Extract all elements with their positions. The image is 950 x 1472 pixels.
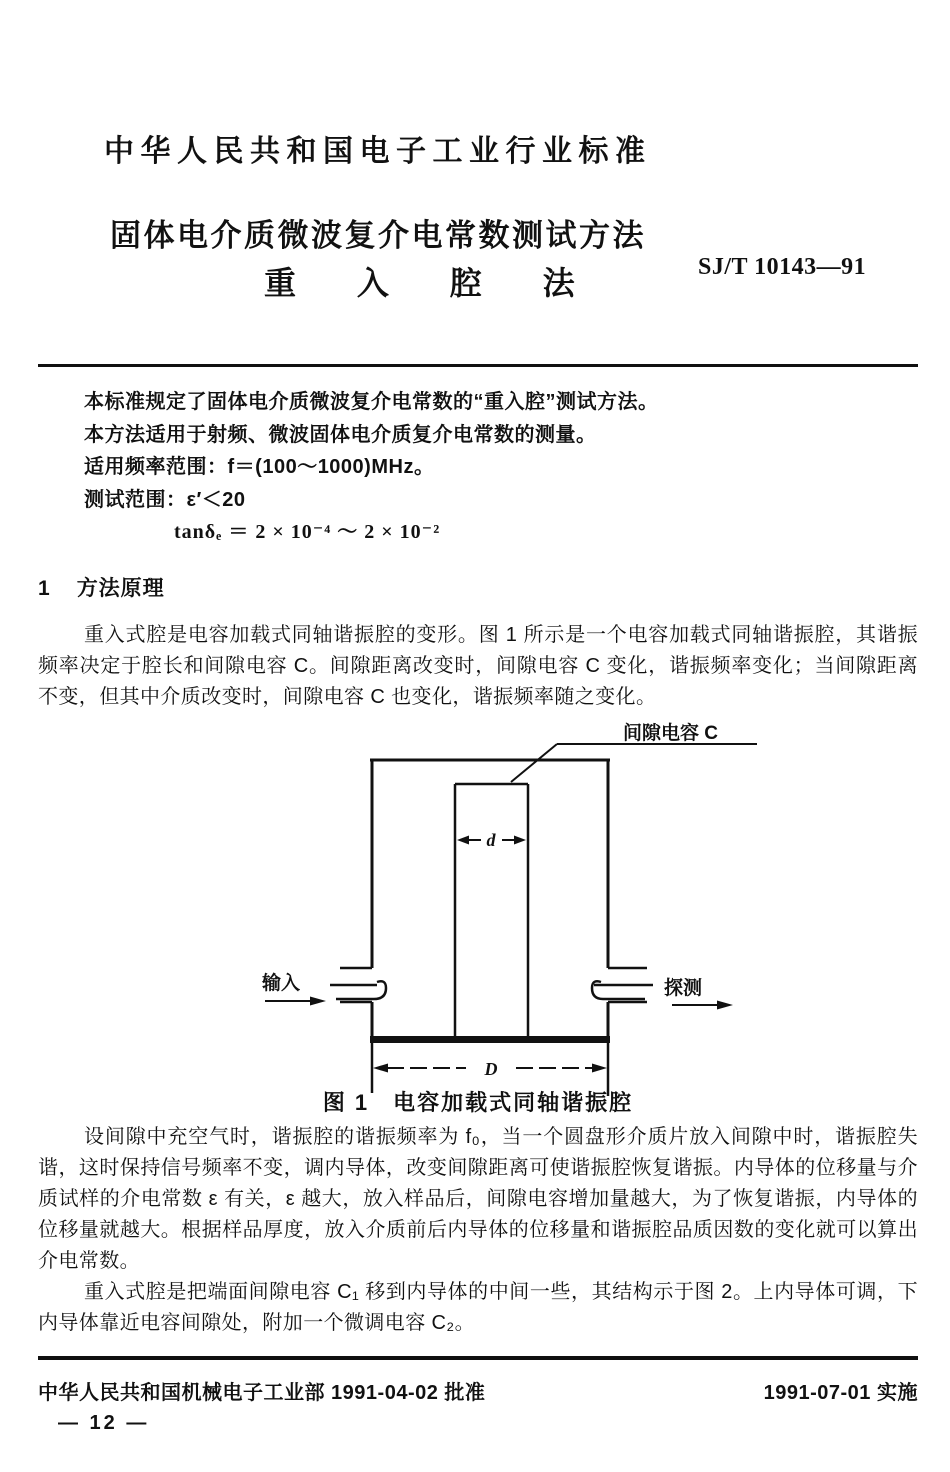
footer-row xyxy=(38,1376,918,1405)
standard-category-header: 中华人民共和国电子工业行业标准 xyxy=(104,135,652,168)
probe-label: 探测 xyxy=(664,978,703,999)
figure-1-cavity-diagram xyxy=(240,718,770,1118)
standard-title: 固体电介质微波复介电常数测试方法 xyxy=(110,218,646,253)
outer-diameter-label: D xyxy=(484,1059,498,1079)
input-label: 输入 xyxy=(262,973,301,994)
paragraph-3-text: 重入式腔是把端面间隙电容 C₁ 移到内导体的中间一些，其结构示于图 2。上内导体可调，下内导体靠近电容间隙处，附加一个微调电容 C₂。 xyxy=(38,1281,918,1334)
bottom-divider xyxy=(38,1356,918,1360)
outer-d-arrow-left xyxy=(373,1064,388,1073)
section-number: 1 xyxy=(38,577,50,600)
d-arrow-left xyxy=(457,836,469,845)
standard-subtitle: 重 入 腔 法 xyxy=(264,265,601,301)
input-arrow-head xyxy=(310,997,326,1006)
outer-d-arrow-right xyxy=(592,1064,607,1073)
top-divider xyxy=(38,364,918,367)
inner-diameter-label: d xyxy=(486,830,496,850)
paragraph-2-3-block xyxy=(38,1122,918,1339)
scope-line: 本方法适用于射频、微波固体电介质复介电常数的测量。 xyxy=(84,423,597,446)
implementation-date: 1991-07-01 实施 xyxy=(763,1382,918,1404)
figure-1-caption: 图 1 电容加载式同轴谐振腔 xyxy=(322,1090,634,1115)
section-title: 方法原理 xyxy=(76,577,165,600)
paragraph-1 xyxy=(38,620,918,713)
scope-line: 测试范围：ε′＜20 xyxy=(84,488,246,511)
standard-number: SJ/T 10143—91 xyxy=(698,254,867,280)
paragraph-1-text: 重入式腔是电容加载式同轴谐振腔的变形。图 1 所示是一个电容加载式同轴谐振腔，其谐振频率决定于腔长和间隙电容 C。间隙距离改变时，间隙电容 C 变化，谐振频率变化；当间隙距离不变，但其中介质改变时，间隙电容 C 也变化，谐振频率随之变化。 xyxy=(38,624,918,708)
paragraph-2-text: 设间隙中充空气时，谐振腔的谐振频率为 f₀，当一个圆盘形介质片放入间隙中时，谐振腔失谐，这时保持信号频率不变，调内导体，改变间隙距离可使谐振腔恢复谐振。内导体的位移量与介质试样的介电常数 ε 有关，ε 越大，放入样品后，间隙电容增加量越大，为了恢复谐振，内导体的位移量就越大。根据样品厚度，放入介质前后内导体的位移量和谐振腔品质因数的变化就可以算出介电常数。 xyxy=(38,1126,918,1272)
scope-line: 本标准规定了固体电介质微波复介电常数的“重入腔”测试方法。 xyxy=(84,391,659,413)
scope-line: 适用频率范围：f＝(100～1000)MHz。 xyxy=(84,456,435,478)
leader-diagonal xyxy=(511,744,557,782)
probe-arrow-head xyxy=(717,1001,733,1010)
approval-statement: 中华人民共和国机械电子工业部 1991-04-02 批准 xyxy=(38,1382,486,1404)
scope-block xyxy=(38,386,918,549)
d-arrow-right xyxy=(514,836,526,845)
cavity-bottom-wall xyxy=(370,1036,610,1043)
page-number: — 12 — xyxy=(58,1412,150,1434)
section-1-heading xyxy=(38,572,165,602)
gap-capacitance-label: 间隙电容 C xyxy=(623,723,719,744)
loss-tangent-formula: tanδₑ ＝ 2 × 10⁻⁴ ～ 2 × 10⁻² xyxy=(174,521,441,543)
